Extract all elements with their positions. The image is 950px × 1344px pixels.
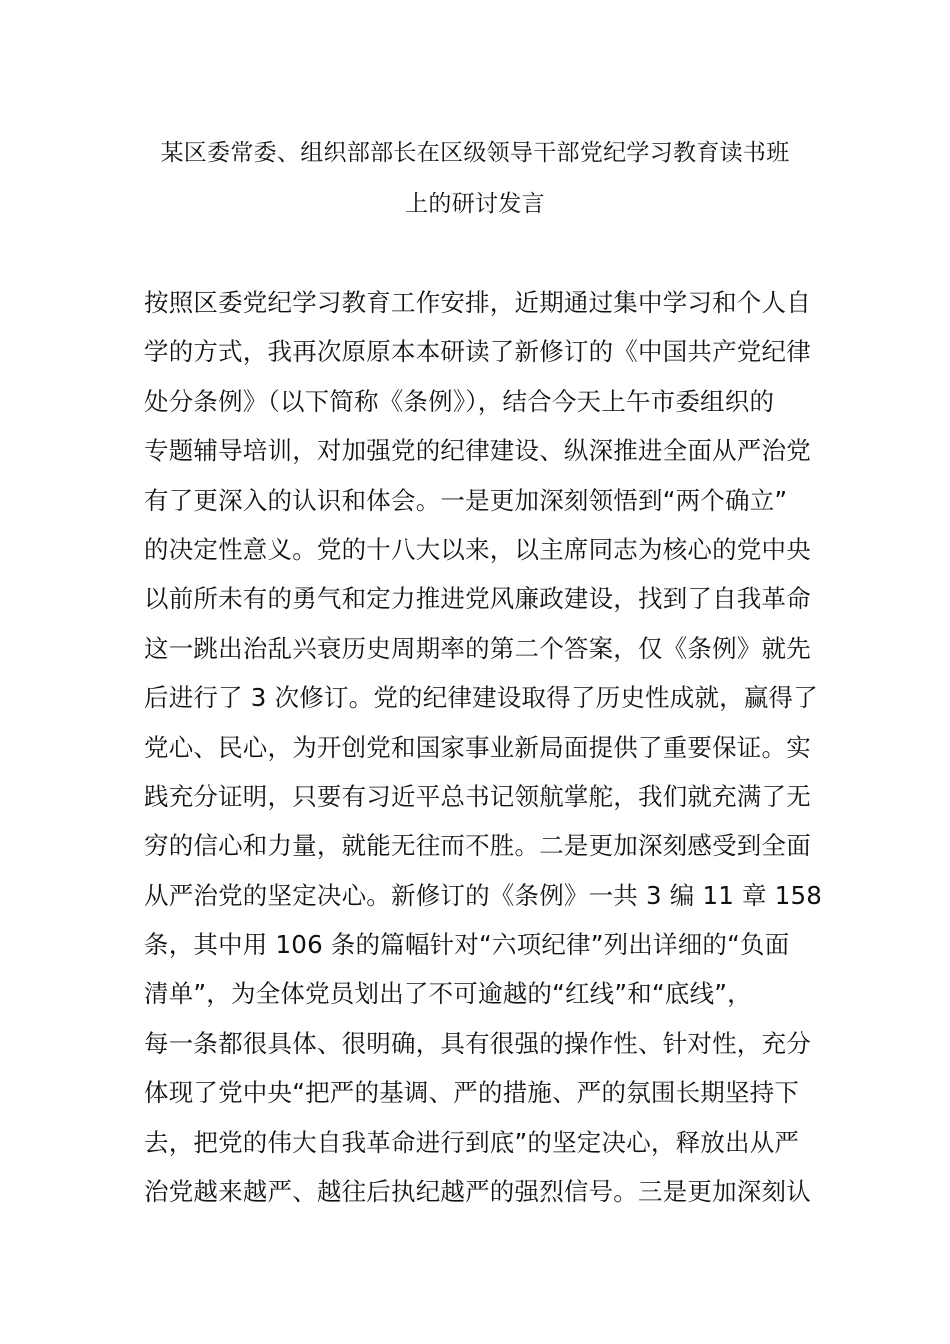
body-line: 按照区委党纪学习教育工作安排，近期通过集中学习和个人自 [144,288,811,317]
body-line: 专题辅导培训，对加强党的纪律建设、纵深推进全面从严治党 [144,436,811,466]
body-line: 以前所未有的勇气和定力推进党风廉政建设，找到了自我革命 [144,584,811,614]
body-line: 有了更深入的认识和体会。一是更加深刻领悟到“两个确立” [144,485,788,515]
document-body [144,278,823,1216]
body-line: 这一跳出治乱兴衰历史周期率的第二个答案，仅《条例》就先 [144,633,811,663]
body-line: 条，其中用 106 条的篇幅针对“六项纪律”列出详细的“负面 [144,930,790,960]
body-line: 从严治党的坚定决心。新修订的《条例》一共 3 编 11 章 158 [144,880,823,910]
title-line-1: 某区委常委、组织部部长在区级领导干部党纪学习教育读书班 [160,140,790,166]
body-line: 治党越来越严、越往后执纪越严的强烈信号。三是更加深刻认 [144,1177,811,1207]
body-line: 践充分证明，只要有习近平总书记领航掌舵，我们就充满了无 [144,781,811,811]
body-line: 每一条都很具体、很明确，具有很强的操作性、针对性，充分 [144,1028,811,1058]
body-line: 穷的信心和力量，就能无往而不胜。二是更加深刻感受到全面 [144,831,811,861]
body-line: 体现了党中央“把严的基调、严的措施、严的氛围长期坚持下 [144,1078,800,1108]
body-line: 学的方式，我再次原原本本研读了新修订的《中国共产党纪律 [144,337,811,367]
body-line: 的决定性意义。党的十八大以来，以主席同志为核心的党中央 [144,534,811,564]
body-line: 清单”，为全体党员划出了不可逾越的“红线”和“底线”， [144,979,752,1009]
body-line: 去，把党的伟大自我革命进行到底”的坚定决心，释放出从严 [144,1127,800,1157]
body-line: 后进行了 3 次修订。党的纪律建设取得了历史性成就，赢得了 [144,683,818,713]
title-line-2: 上的研讨发言 [405,191,545,217]
body-line: 党心、民心，为开创党和国家事业新局面提供了重要保证。实 [144,732,811,762]
document-title [100,128,850,230]
body-line: 处分条例》（以下简称《条例》），结合今天上午市委组织的 [144,386,775,416]
